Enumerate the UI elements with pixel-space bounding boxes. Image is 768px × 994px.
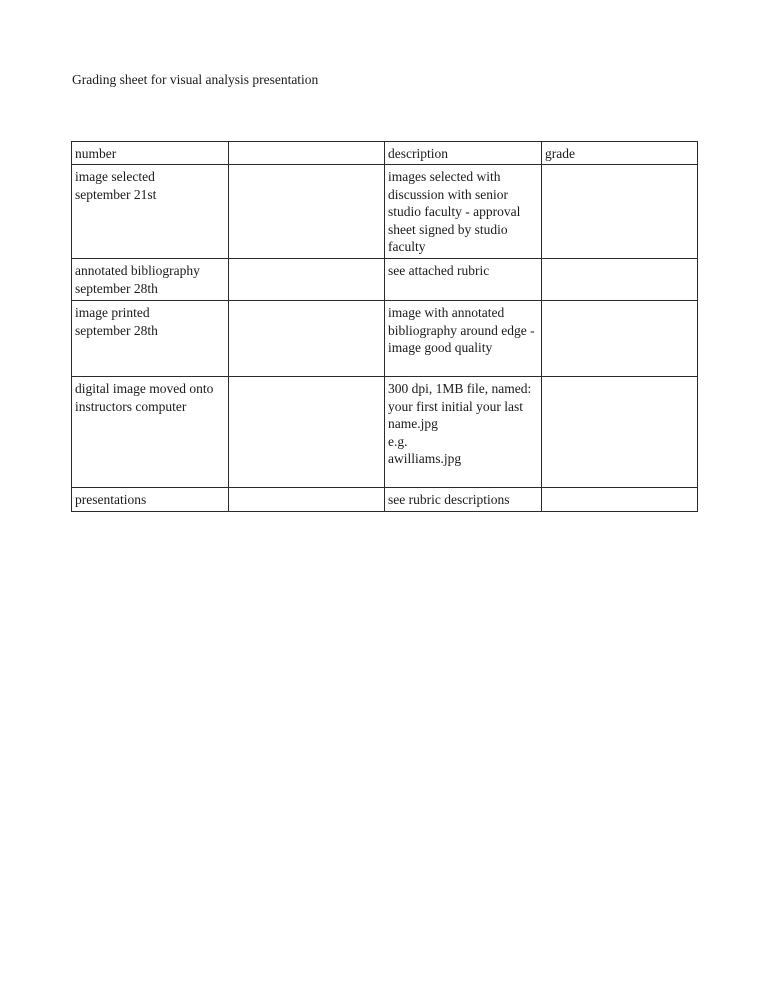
- table-header-row: [72, 142, 698, 165]
- table-cell-item: image selected september 21st: [72, 165, 229, 259]
- table-row: [72, 165, 698, 259]
- table-cell-description: see attached rubric: [385, 259, 542, 301]
- table-row: [72, 301, 698, 377]
- table-row: [72, 377, 698, 488]
- grading-table: [71, 141, 698, 512]
- table-cell-blank: [229, 301, 385, 377]
- table-cell-blank: [229, 165, 385, 259]
- table-cell-grade: [542, 301, 698, 377]
- page-title: Grading sheet for visual analysis presentation: [72, 72, 319, 87]
- table-cell-item: annotated bibliography september 28th: [72, 259, 229, 301]
- table-cell-blank: [229, 259, 385, 301]
- table-cell-item: digital image moved onto instructors computer: [72, 377, 229, 488]
- table-cell-grade: [542, 488, 698, 511]
- table-row: [72, 259, 698, 301]
- table-cell-description: see rubric descriptions: [385, 488, 542, 511]
- table-cell-grade: [542, 165, 698, 259]
- table-cell-item: image printed september 28th: [72, 301, 229, 377]
- table-cell-grade: [542, 259, 698, 301]
- header-cell-blank: [229, 142, 385, 165]
- table-row: [72, 488, 698, 511]
- header-cell-grade: grade: [542, 142, 698, 165]
- table-cell-description: image with annotated bibliography around edge - image good quality: [385, 301, 542, 377]
- table-cell-blank: [229, 377, 385, 488]
- table-cell-grade: [542, 377, 698, 488]
- table-cell-description: images selected with discussion with senior studio faculty - approval sheet signed by studio faculty: [385, 165, 542, 259]
- table-cell-description: 300 dpi, 1MB file, named: your first initial your last name.jpg e.g. awilliams.jpg: [385, 377, 542, 488]
- header-cell-description: description: [385, 142, 542, 165]
- header-cell-number: number: [72, 142, 229, 165]
- table-cell-item: presentations: [72, 488, 229, 511]
- table-cell-blank: [229, 488, 385, 511]
